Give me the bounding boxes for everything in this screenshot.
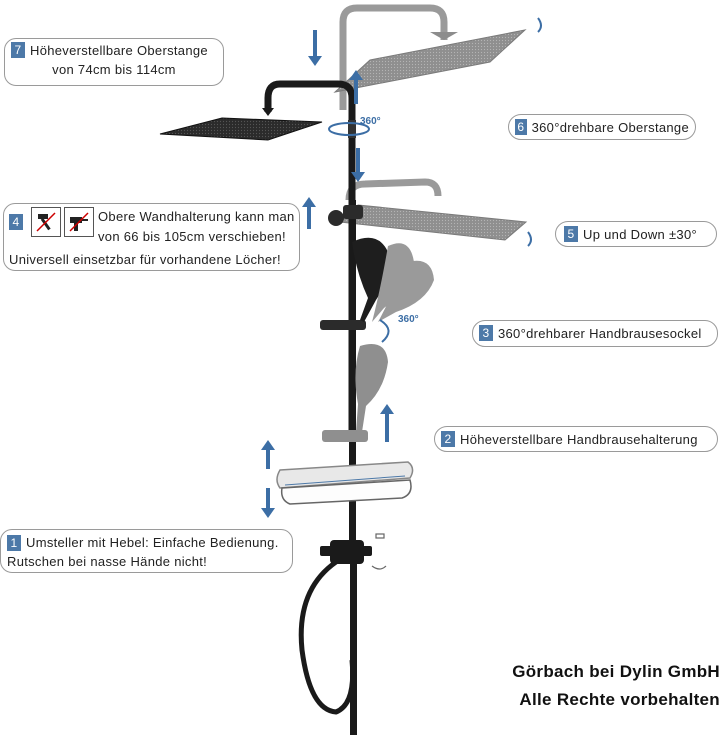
callout-number: 1 xyxy=(7,535,21,551)
callout-number: 4 xyxy=(9,214,23,230)
callout-text: Up und Down ±30° xyxy=(583,226,697,242)
callout-6 xyxy=(508,114,696,140)
ghost-top-position xyxy=(335,8,525,110)
callout-number: 7 xyxy=(11,42,25,58)
callout-text: Höheverstellbare Oberstange xyxy=(30,42,208,58)
copyright-line: Alle Rechte vorbehalten xyxy=(519,690,720,709)
callout-number: 5 xyxy=(564,226,578,242)
callout-1 xyxy=(0,529,293,573)
callout-number: 2 xyxy=(441,431,455,447)
callout-4 xyxy=(3,203,300,271)
callout-text: Obere Wandhalterung kann man xyxy=(98,209,295,224)
copyright-notice xyxy=(470,658,720,714)
diverter-and-hose xyxy=(301,540,372,735)
rotation-label-top: 360° xyxy=(360,116,381,127)
callout-text: Umsteller mit Hebel: Einfache Bedienung. xyxy=(26,535,279,550)
hand-showers xyxy=(352,238,434,432)
callout-5 xyxy=(555,221,717,247)
diverter-mode-icons xyxy=(372,534,386,569)
callout-text: von 74cm bis 114cm xyxy=(52,62,176,77)
drill-icon xyxy=(64,207,94,237)
callout-text: 360°drehbare Oberstange xyxy=(531,119,689,135)
callout-text: Universell einsetzbar für vorhandene Löcher! xyxy=(9,252,281,267)
shelf-tray xyxy=(277,462,413,504)
callout-text: von 66 bis 105cm verschieben! xyxy=(98,229,286,244)
callout-number: 3 xyxy=(479,325,493,341)
callout-text: 360°drehbarer Handbrausesockel xyxy=(498,325,702,341)
callout-3 xyxy=(472,320,718,347)
callout-number: 6 xyxy=(515,119,527,135)
copyright-line: Görbach bei Dylin GmbH xyxy=(512,662,720,681)
callout-text: Rutschen bei nasse Hände nicht! xyxy=(7,554,208,569)
callout-2 xyxy=(434,426,718,452)
ghost-tilted-head xyxy=(340,182,526,240)
callout-text: Höheverstellbare Handbrausehalterung xyxy=(460,431,698,447)
rotation-label-middle: 360° xyxy=(398,314,419,325)
hammer-icon xyxy=(31,207,61,237)
callout-7 xyxy=(4,38,224,86)
